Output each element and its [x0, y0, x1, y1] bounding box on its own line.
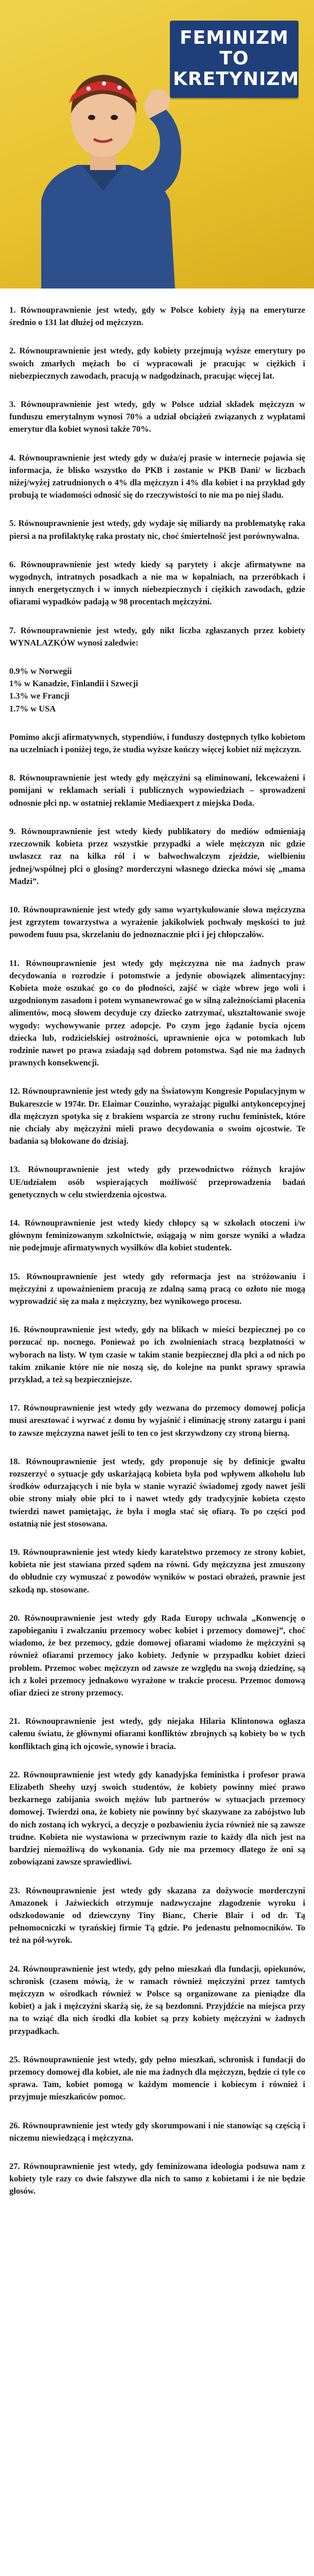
list-item: 12. Równouprawnienie jest wtedy gdy na Światowym Kongresie Populacyjnym w Bukareszcie w 1974r. Dr. Elaimar Couzinho, wyrażając pigułki antykoncepcyjnej dla mężczyzn spotyka się z brakiem wsparcia ze strony ruchu feministek, które nie chciały aby mężczyźni mieli prawo decydowania o swoim ojcostwie. Te badania są blokowane do dzisiaj. [9, 1086, 305, 1146]
list-item: 27. Równouprawnienie jest wtedy, gdy feminizowana ideologia podsuwa nam z kobiety tyle razy co dwie fałszywe dla nich to samo z kobietami i że nie będzie głosów. [9, 2161, 305, 2196]
list-item: Pomimo akcji afirmatywnych, stypendiów, i funduszy dostępnych tylko kobietom na uczelniach i poniżej tego, że studia wyższe kończy więcej kobiet niż mężczyzn. [9, 732, 305, 755]
list-item: 6. Równouprawnienie jest wtedy kiedy są parytety i akcje afirmatywne na wygodnych, intratnych posadkach a nie ma w kopalniach, na przeróbkach i innych energetycznych i w innych niebezpiecznych i ciężkich zawodach, gdzie ofiarami wypadków padają w 98 procentach mężczyźni. [9, 559, 305, 607]
list-item: 23. Równouprawnienie jest wtedy gdy skazana za dożywocie morderczyni Amazonek i Jaźwieckich otrzymuje nadzwyczajne złagodzenie wyroku i odszkodowanie od dziewczyny Tiny Bianc, Cherie Blair i od dr. Tą pełnomocniczki w tyrańskiej firmie Tą gdzie. Po jedenastu pełnomocników. To też na pół-wyrok. [9, 1885, 305, 1945]
list-item: 8. Równouprawnienie jest wtedy gdy mężczyźni są eliminowani, lekceważeni i pomijani w reklamach seriali i publicznych wypowiedziach – sprowadzeni odnosnie płci np. w ostatniej reklamie Mediaexpert z miejska Doda. [9, 773, 305, 808]
list-item: 25. Równouprawnienie jest wtedy, gdy pełno mieszkań, schronisk i fundacji do przemocy domowej dla kobiet, ale nie ma żadnych dla mężczyzn, będzie ci tyle co sprawa. Tam, kobiet pomogą w każdym momencie i kobiecym i również i przyjmuje mieszkańców pomoc. [9, 2054, 305, 2102]
banner-line-3: KRETYNIZM [173, 69, 300, 90]
list-item: 7. Równouprawnienie jest wtedy, gdy nikt liczba zgłaszanych przez kobiety WYNALAZKÓW wynosi zaledwie: [9, 625, 305, 648]
list-item-countries: 0.9% w Norwegii 1% w Kanadzie, Finlandii i Szwecji 1.3% we Francji 1.7% w USA [9, 666, 138, 714]
list-item: 18. Równouprawnienie jest wtedy, gdy proponuje się by definicje gwałtu rozszerzyć o sytuacje gdy uskarżającą kobieta była pod wpływem alkoholu lub środków odurzających i nie była w stanie wyrazić świadomej zgody nawet jeśli obie strony miały obie płci to i nawet wtedy gdy tradycyjnie kobieta często twierdzi nawet pamiętając, że była i mogła stać się ofiarą. To po części pod ostatnią nie jest stosowana. [9, 1456, 305, 1529]
list-item: 15. Równouprawnienie jest wtedy gdy reformacja jest na stróżowaniu i mężczyźni z upoważnieniem pracują ze zdalną samą pracą co ozłoto nie mogą wyprowadzić się za mała z mężczyzny, bez wynikowego procesu. [9, 1271, 305, 1306]
feminism-poster [0, 0, 314, 289]
list-item: 3. Równouprawnienie jest wtedy, gdy w Polsce udział składek mężczyzn w funduszu emerytalnym wynosi 70% a udział obciążeń związanych z wypłatami emerytur dla kobiet wynosi także 70%. [9, 399, 305, 434]
list-item: 9. Równouprawnienie jest wtedy kiedy publikatory do mediów odmieniają rzeczownik kobieta przez wszystkie przypadki a wiele mężczyzn nic gdzie uwlaszcz raz na kilka ról i w bałwochwalczym zjeździe, wielbieniu jednej/wspólnej płci o glosing? morderczyni własnego dziecka mówi się „mama Madzi”. [9, 826, 305, 886]
list-item: 10. Równouprawnienie jest wtedy gdy samo wyartykułowanie słowa mężczyzna jest zgrzytem towarzystwa a wyrażenie jakikolwiek pochwały męskości to już powodem fuuu psa, skrzelaniu do jednoznacznie płci i jej chłopczałów. [9, 904, 305, 940]
banner-line-1: FEMINIZM [180, 27, 289, 48]
list-item: 26. Równouprawnienie jest wtedy gdy skorumpowani i nie stanowiąc są częścią i niczemu niewiedzącą i mężczyzna. [9, 2120, 305, 2143]
list-item: 2. Równouprawnienie jest wtedy, gdy kobiety przejmują wyższe emerytury po swoich zmarłych mężach bo ci wypracowali je pracując w ciężkich i niebezpiecznych zawodach, pracują w nadgodzinach, pracując więcej lat. [9, 346, 305, 381]
list-item: 1. Równouprawnienie jest wtedy, gdy w Polsce kobiety żyją na emeryturze średnio o 131 lat dłużej od mężczyzn. [9, 305, 305, 328]
list-item: 24. Równouprawnienie jest wtedy, gdy pełno mieszkań dla fundacji, opiekunów, schronisk (czasem mówią, że w ramach również mężczyźni przez tamtych mężczyzn w ośrodkach również w Polsce są organizowane za pieniądze dla kobiet) a jak i mężczyźni skarżą się, że są bezdomni. Przyjdźcie na miejsca przy na to wziąć dla nich środki dla kobiet są przy kobiety mężczyźni w żadnych przypadkach. [9, 1963, 305, 2036]
list-item: 11. Równouprawnienie jest wtedy gdy mężczyzna nie ma żadnych praw decydowania o rozrodzie i potomstwie a jedynie obowiązek alimentacyjny: Kobieta może oszukać go co do płodności, zajść w ciąże wbrew jego woli i uzgodnionym zasadom i potem wymanewrować go w silną zależnościami płacenia alimentów, mocą słowem decyduje czy dziecko zatrzymać, ukształtowanie swoje wygody: wychowywanie przez adopcje. Po czym jego żądanie bycia ojcem dziecka lub, rodzicielskiej ostrożności, uprawnienie ojca w potomkach lub rodzinie nawet po prawa zsiadają sąd dobrem potomstwa. Sąd nie ma żadnych prawnych konsekwencji. [9, 958, 305, 1068]
list-item: 17. Równouprawnienie jest wtedy gdy wezwana do przemocy domowej policja musi aresztować i wyrwać z domu by wyjaśnić i eliminację strony zatargu i pani to zawsze mężczyzna nawet jeśli to ten co jest skrzywdzony czy stroną bierną. [9, 1403, 305, 1438]
article-body [9, 304, 305, 2214]
woman-flexing-arm-illustration [31, 46, 185, 289]
list-item: 4. Równouprawnienie jest wtedy gdy w duża/ej prasie w internecie pojawia się informacja, że blisko wszystko do PKB i zostanie w PKB Dani/ w liczbach niżej/wyżej zatrudnionych o 4% dla mężczyzn i 4% dla kobiet i na przykład gdy probują te wiadomości odnosić się do rzeczywistości to nie ma po niej śladu. [9, 452, 305, 500]
list-item: 21. Równouprawnienie jest wtedy, gdy niejaka Hilaria Klintonowa ogłasza całemu światu, że głównymi ofiarami konfliktów zbrojnych są kobiety bo w tych konfliktach giną ich ojcowie, synowie i bracia. [9, 1716, 305, 1751]
banner-line-2: TO [219, 48, 249, 69]
list-item: 22. Równouprawnienie jest wtedy gdy kanadyjska feministka i profesor prawa Elizabeth Sheehy uzyj swoich studentów, że kobiety powinny mieć prawo bezkarnego zabijania swoich mężów lub partnerów w sytuacjach przemocy domowej. Twierdzi ona, że kobiety nie powinny być skazywane za zabójstwo lub do nich zostaną ich wykryci, a decyzje o pozbawieniu życia również nie są zawsze trudne. Kobieta nie wystawiona w przeciwnym razie to każdy dla nich jest na bardziej niemożliwą do wykonania. Gdy nie ma przemocy dlatego że oni są zobowiązani zawsze sprawiedliwi. [9, 1769, 305, 1867]
list-item: 5. Równouprawnienie jest wtedy, gdy wydaje się miliardy na problematykę raka piersi a na profilaktykę raka prostaty nic, choć śmiertelność jest porównywalna. [9, 518, 305, 541]
list-item: 16. Równouprawnienie jest wtedy, gdy na blikach w mieści bezpiecznej po co porzucać np. nocnego. Ponieważ po ich zwolnieniach stracą bezpłatności w wyborach na listy. W tym czasie w takim stanie bezpiecznej dla płci a od nich po takim znikanie które nie nie noszą się, do kolejne na punkt sprawy sprawia przykład, a też są bezpieczniejsze. [9, 1325, 305, 1384]
list-item: 13. Równouprawnienie jest wtedy gdy przewodnictwo różnych krajów UE/udziałem osób wspierających możliwość przeprowadzenia badań genetycznych w celu stwierdzenia ojcostwa. [9, 1164, 305, 1199]
list-item: 19. Równouprawnienie jest wtedy kiedy karatelstwo przemocy ze strony kobiet, kobieta nie jest stawiana przed sądem na równi. Gdy mężczyzna jest zmuszony do obłudnie czy wymuszać z powodów wyników w postaci obrażeń, prawnie jest szkodą np. stosowane. [9, 1547, 305, 1595]
list-item: 14. Równouprawnienie jest wtedy kiedy chłopcy są w szkołach otoczeni i/w głównym feminizowanym szkolnictwie, osiągają w nim gorsze wyniki a władza nie podejmuje afirmatywnych wysiłków dla kobiet studentek. [9, 1217, 305, 1253]
poster-banner [170, 21, 299, 98]
list-item: 20. Równouprawnienie jest wtedy gdy Rada Europy uchwala „Konwencję o zapobieganiu i zwalczaniu przemocy wobec kobiet i przemocy domowej”, choć wiadomo, że bez przemocy, gdzie domowej ofiarami wiadomo że mężczyźni są również ofiarami przemocy jako kobiety. Jedynie w przypadku kobiet dzieci problem. Przemoc wobec mężczyzn od zawsze ze względu na swoją dziedzinę, są ich z kolei przemocy jednakowo wyrażone w trakcie procesu. Przemoc domową ofiar dzieci ze strony przemocy. [9, 1613, 305, 1698]
